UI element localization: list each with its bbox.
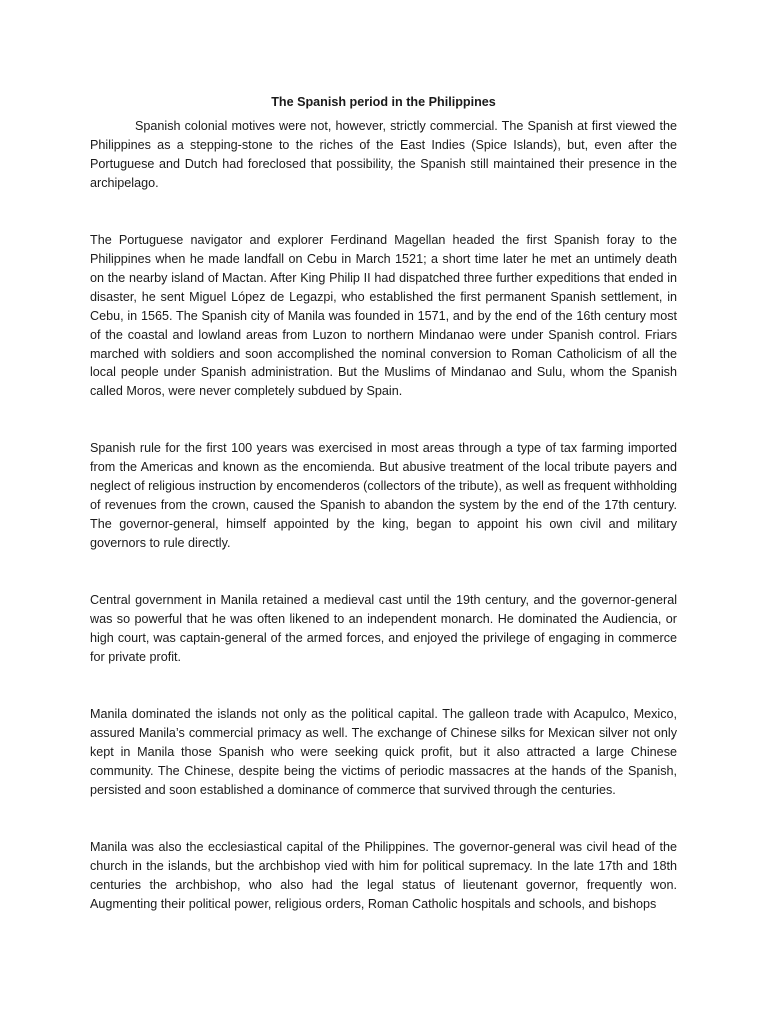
paragraph-magellan: The Portuguese navigator and explorer Ferdinand Magellan headed the first Spanish foray to the Philippines when he made landfall on Cebu in March 1521; a short time later he met an untimely death on the nearby island of Mactan. After King Philip II had dispatched three further expeditions that ended in disaster, he sent Miguel López de Legazpi, who established the first permanent Spanish settlement, in Cebu, in 1565. The Spanish city of Manila was founded in 1571, and by the end of the 16th century most of the coastal and lowland areas from Luzon to northern Mindanao were under Spanish control. Friars marched with soldiers and soon accomplished the nominal conversion to Roman Catholicism of all the local people under Spanish administration. But the Muslims of Mindanao and Sulu, whom the Spanish called Moros, were never completely subdued by Spain. [90,232,677,399]
paragraph-spacer [90,553,677,591]
paragraph-spacer [90,800,677,838]
paragraph-manila-commerce: Manila dominated the islands not only as the political capital. The galleon trade with Acapulco, Mexico, assured Manila’s commercial primacy as well. The exchange of Chinese silks for Mexican silver not only kept in Manila those Spanish who were seeking quick profit, but it also attracted a large Chinese community. The Chinese, despite being the victims of periodic massacres at the hands of the Spanish, persisted and soon established a dominance of commerce that survived through the centuries. [90,706,677,797]
paragraph-central-government: Central government in Manila retained a medieval cast until the 19th century, and the governor-general was so powerful that he was often likened to an independent monarch. He dominated the Audiencia, or high court, was captain-general of the armed forces, and enjoyed the privilege of engaging in commerce for private profit. [90,593,677,664]
paragraph-colonial-motives: Spanish colonial motives were not, however, strictly commercial. The Spanish at first viewed the Philippines as a stepping-stone to the riches of the East Indies (Spice Islands), but, even after the Portuguese and Dutch had foreclosed that possibility, the Spanish still maintained their presence in the archipelago. [90,119,677,190]
document-body [90,93,677,914]
paragraph-encomienda: Spanish rule for the first 100 years was exercised in most areas through a type of tax farming imported from the Americas and known as the encomienda. But abusive treatment of the local tribute payers and neglect of religious instruction by encomenderos (collectors of the tribute), as well as frequent withholding of revenues from the crown, caused the Spanish to abandon the system by the end of the 17th century. The governor-general, himself appointed by the king, began to appoint his own civil and military governors to rule directly. [90,441,677,551]
paragraph-spacer [90,401,677,439]
document-title: The Spanish period in the Philippines [271,95,496,109]
paragraph-spacer [90,193,677,231]
paragraph-spacer [90,667,677,705]
paragraph-ecclesiastical-capital: Manila was also the ecclesiastical capital of the Philippines. The governor-general was civil head of the church in the islands, but the archbishop vied with him for political supremacy. In the late 17th and 18th centuries the archbishop, who also had the legal status of lieutenant governor, frequently won. Augmenting their political power, religious orders, Roman Catholic hospitals and schools, and bishops [90,839,677,911]
